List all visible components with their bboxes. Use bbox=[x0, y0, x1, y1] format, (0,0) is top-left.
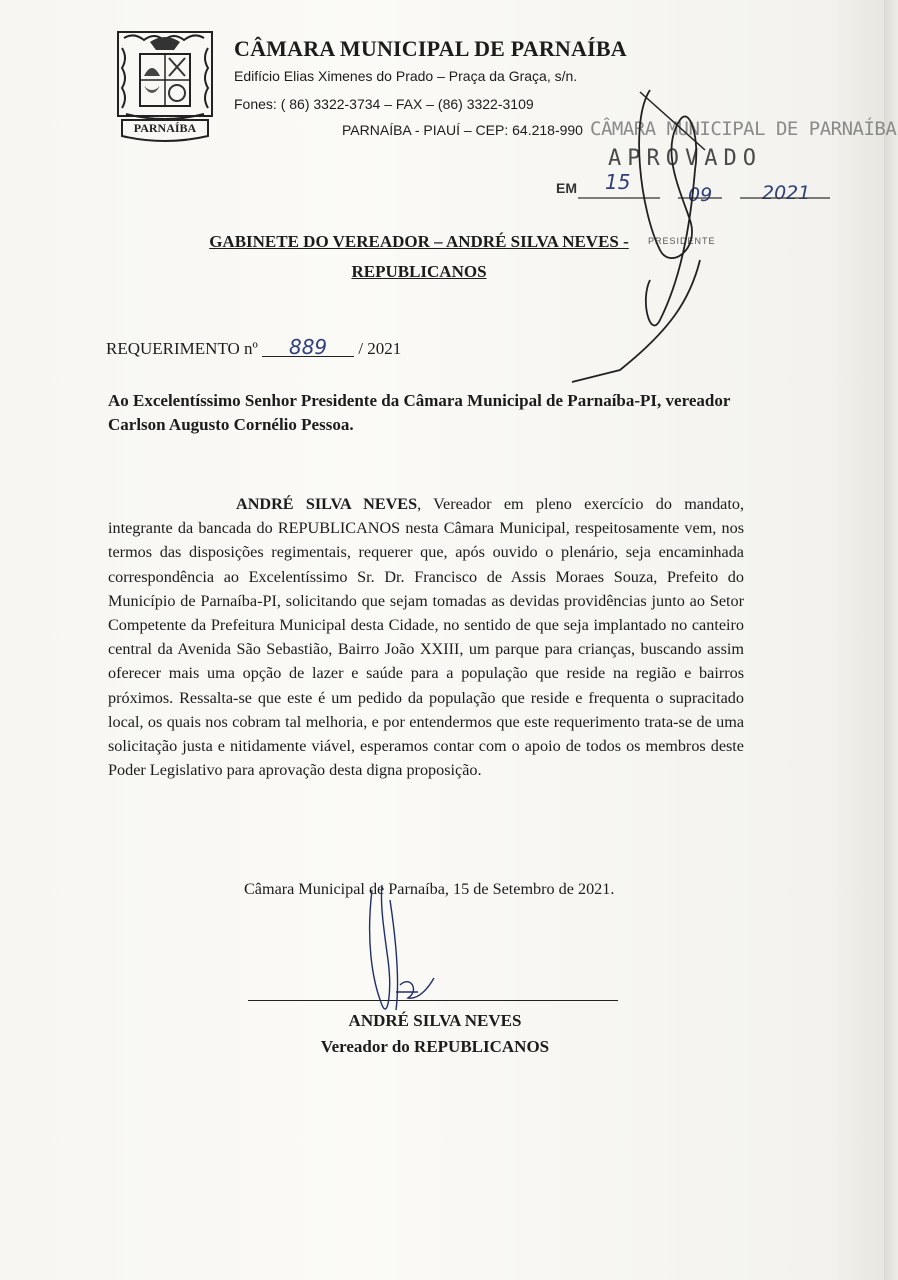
stamp-signature-caption: PRESIDENTE bbox=[648, 236, 716, 246]
stamp-day: 15 bbox=[605, 170, 631, 194]
gabinete-title: GABINETE DO VEREADOR – ANDRÉ SILVA NEVES - bbox=[209, 232, 629, 251]
requerimento-label: REQUERIMENTO nº bbox=[106, 339, 258, 358]
letterhead-address: Edifício Elias Ximenes do Prado – Praça da Graça, s/n. bbox=[234, 68, 578, 84]
signer-role: Vereador do REPUBLICANOS bbox=[320, 1037, 550, 1056]
signature-line bbox=[248, 1000, 618, 1001]
addressee-paragraph: Ao Excelentíssimo Senhor Presidente da Câmara Municipal de Parnaíba-PI, vereador Carlson Augusto Cornélio Pessoa. bbox=[108, 391, 731, 434]
city-crest-logo bbox=[116, 28, 214, 146]
stamp-year: 2021 bbox=[762, 182, 811, 204]
requerimento-line bbox=[106, 335, 402, 359]
page-edge-shadow bbox=[884, 0, 898, 1280]
stamp-status: APROVADO bbox=[608, 146, 762, 171]
body-text: , Vereador em pleno exercício do mandato, integrante da bancada do REPUBLICANOS nesta Câmara Municipal, respeitosamente vem, nos termos das disposições regimentais, requerer que, após ouvido o plenário, seja encaminhada correspondência ao Excelentíssimo Sr. Dr. Francisco de Assis Moraes Souza, Prefeito do Município de Parnaíba-PI, solicitando que sejam tomadas as devidas providências junto ao Setor Competente da Prefeitura Municipal desta Cidade, no sentido de que seja implantado no canteiro central da Avenida São Sebastião, Bairro João XXIII, um parque para crianças, buscando assim oferecer mais uma opção de lazer e saúde para a população que reside na região e bairros próximos. Ressalta-se que este é um pedido da população que reside e frequenta o supracitado local, os quais nos cobram tal melhoria, e por entendermos que este requerimento trata-se de uma solicitação justa e nitidamente viável, esperamos contar com o apoio de todos os membros deste Poder Legislativo para aprovação desta digna proposição. bbox=[108, 495, 744, 780]
body-author-name: ANDRÉ SILVA NEVES bbox=[236, 495, 418, 513]
requerimento-year: / 2021 bbox=[358, 339, 402, 358]
letterhead-title: CÂMARA MUNICIPAL DE PARNAÍBA bbox=[234, 36, 627, 61]
stamp-month: 09 bbox=[688, 184, 713, 206]
body-paragraph bbox=[108, 492, 744, 782]
letterhead-city-cep: PARNAÍBA - PIAUÍ – CEP: 64.218-990 bbox=[342, 122, 583, 138]
stamp-em-label: EM bbox=[556, 180, 577, 196]
gabinete-party: REPUBLICANOS bbox=[351, 262, 487, 281]
requerimento-number: 889 bbox=[262, 338, 354, 357]
letterhead-phones: Fones: ( 86) 3322-3734 – FAX – (86) 3322-3109 bbox=[234, 96, 534, 112]
place-date: Câmara Municipal de Parnaíba, 15 de Setembro de 2021. bbox=[244, 880, 615, 898]
signer-name: ANDRÉ SILVA NEVES bbox=[348, 1011, 522, 1030]
stamp-institution: CÂMARA MUNICIPAL DE PARNAÍBA bbox=[590, 118, 897, 140]
crest-banner-text: PARNAÍBA bbox=[133, 121, 197, 135]
